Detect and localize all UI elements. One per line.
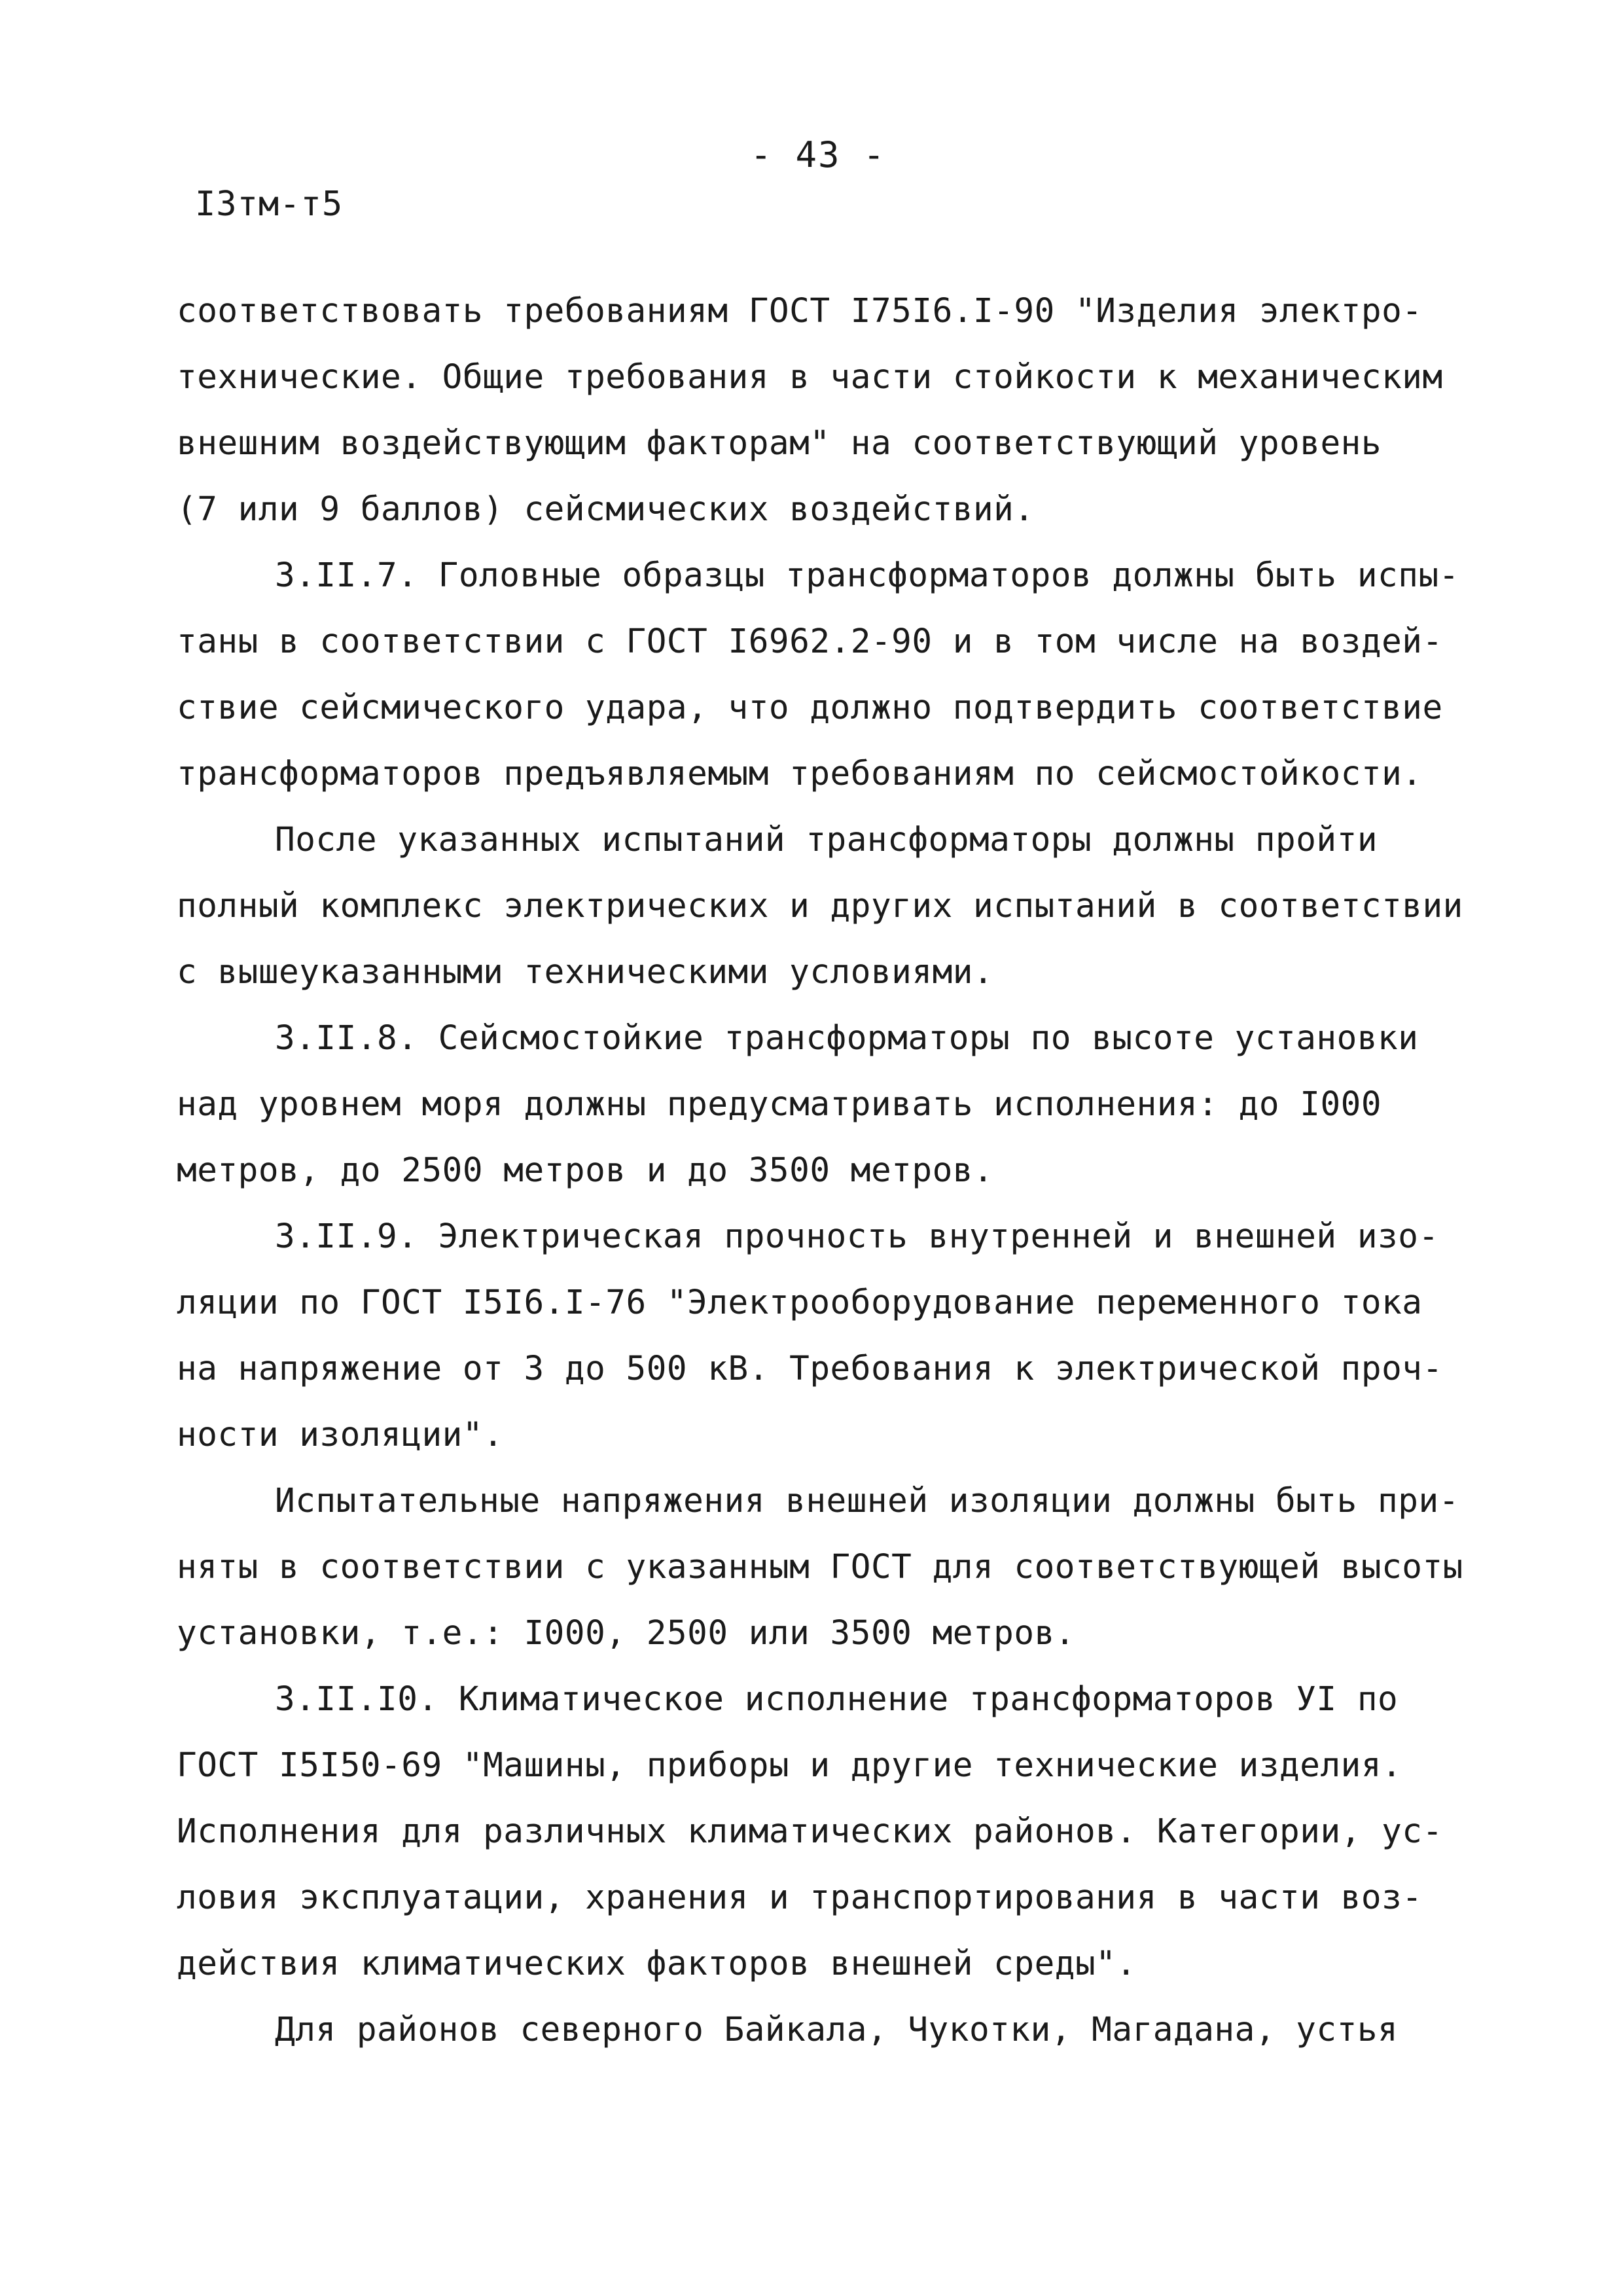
text-line: Исполнения для различных климатических районов. Категории, ус- <box>177 1812 1443 1851</box>
text-line: (7 или 9 баллов) сейсмических воздействий. <box>177 490 1035 529</box>
clause-3-11-8: 3.II.8. Сейсмостойкие трансформаторы по высоте установки <box>275 1019 1419 1058</box>
document-code: I3тм-т5 <box>195 185 344 224</box>
page-number: - 43 - <box>750 134 886 175</box>
text-line: с вышеуказанными техническими условиями. <box>177 953 994 992</box>
paragraph-start: После указанных испытаний трансформаторы должны пройти <box>275 821 1378 859</box>
text-line: няты в соответствии с указанным ГОСТ для соответствующей высоты <box>177 1548 1463 1587</box>
body-text <box>177 278 1463 2063</box>
text-line: технические. Общие требования в части стойкости к механическим <box>177 358 1443 397</box>
text-line: установки, т.е.: I000, 2500 или 3500 метров. <box>177 1614 1076 1653</box>
text-line: на напряжение от 3 до 500 кВ. Требования к электрической проч- <box>177 1350 1443 1388</box>
text-line: метров, до 2500 метров и до 3500 метров. <box>177 1151 994 1190</box>
text-line: ствие сейсмического удара, что должно подтвердить соответствие <box>177 689 1443 727</box>
clause-3-11-10: 3.II.I0. Климатическое исполнение трансформаторов УI по <box>275 1680 1399 1719</box>
text-line: ляции по ГОСТ I5I6.I-76 "Электрооборудование переменного тока <box>177 1283 1423 1322</box>
text-line: ловия эксплуатации, хранения и транспортирования в части воз- <box>177 1878 1423 1917</box>
text-line: ности изоляции". <box>177 1416 504 1454</box>
clause-3-11-7: 3.II.7. Головные образцы трансформаторов должны быть испы- <box>275 556 1459 595</box>
text-line: трансформаторов предъявляемым требованиям по сейсмостойкости. <box>177 755 1423 793</box>
paragraph-start: Испытательные напряжения внешней изоляции должны быть при- <box>275 1482 1459 1520</box>
text-line: соответствовать требованиям ГОСТ I75I6.I-90 "Изделия электро- <box>177 292 1423 331</box>
text-line: таны в соответствии с ГОСТ I6962.2-90 и в том числе на воздей- <box>177 622 1443 661</box>
text-line: внешним воздействующим факторам" на соответствующий уровень <box>177 424 1382 463</box>
text-line: действия климатических факторов внешней среды". <box>177 1945 1137 1983</box>
text-line: над уровнем моря должны предусматривать исполнения: до I000 <box>177 1085 1382 1124</box>
paragraph-start: Для районов северного Байкала, Чукотки, Магадана, устья <box>275 2011 1399 2049</box>
text-line: ГОСТ I5I50-69 "Машины, приборы и другие технические изделия. <box>177 1746 1402 1785</box>
text-line: полный комплекс электрических и других испытаний в соответствии <box>177 887 1463 925</box>
clause-3-11-9: 3.II.9. Электрическая прочность внутренней и внешней изо- <box>275 1217 1439 1256</box>
